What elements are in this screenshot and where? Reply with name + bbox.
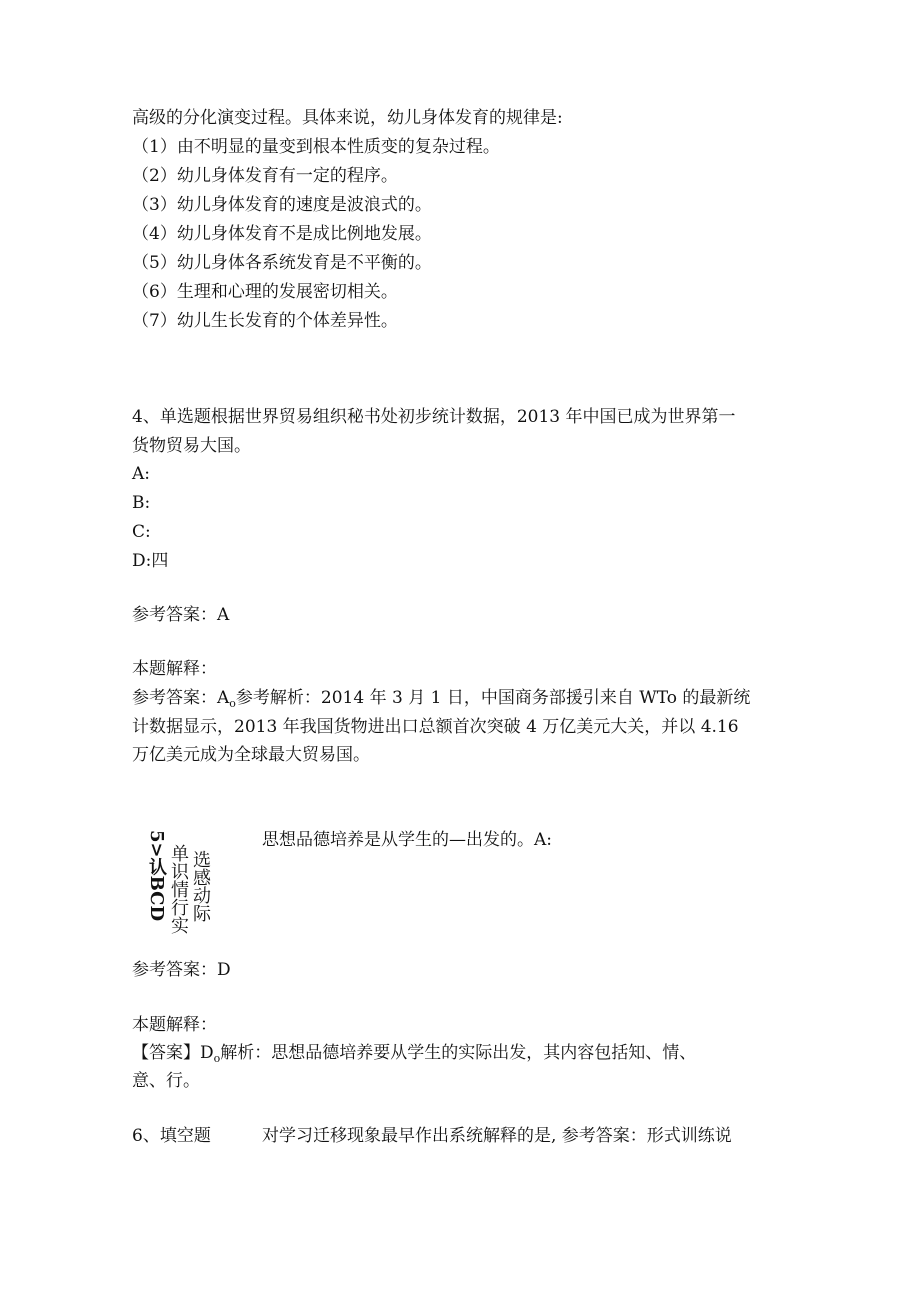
q5-answer: 参考答案：D	[132, 960, 231, 980]
q6-text: 对学习迁移现象最早作出系统解释的是, 参考答案：形式训练说	[262, 1126, 732, 1146]
rule-3: （3）幼儿身体发育的速度是波浪式的。	[132, 195, 432, 215]
q4-stem-line1: 4、单选题根据世界贸易组织秘书处初步统计数据，2013 年中国已成为世界第一	[132, 407, 736, 427]
q4-stem-line2: 货物贸易大国。	[132, 436, 251, 456]
q4-explain-line2: 计数据显示，2013 年我国货物进出口总额首次突破 4 万亿美元大关，并以 4.16	[132, 717, 739, 737]
rule-5: （5）幼儿身体各系统发育是不平衡的。	[132, 253, 432, 273]
q4-option-c: C:	[132, 522, 151, 542]
q5-stem: 思想品德培养是从学生的—出发的。A:	[262, 830, 553, 850]
q5-vertical-col2: 单识情行实	[168, 844, 189, 934]
q4-option-d: D:四	[132, 551, 169, 571]
q4-explain-subscript: o	[229, 697, 236, 710]
rule-7: （7）幼儿生长发育的个体差异性。	[132, 311, 398, 331]
q4-option-a: A:	[132, 464, 151, 484]
q4-option-b: B:	[132, 493, 151, 513]
q5-vertical-col1: 5>认BCD	[146, 830, 167, 922]
q4-explain-answer: 参考答案：A	[132, 688, 230, 708]
q4-explain-line1	[132, 686, 750, 716]
q5-explain-subscript: o	[213, 1052, 221, 1065]
rule-1: （1）由不明显的量变到根本性质变的复杂过程。	[132, 137, 500, 157]
q4-explain-label: 本题解释：	[132, 659, 217, 679]
intro-line: 高级的分化演变过程。具体来说，幼儿身体发育的规律是:	[132, 108, 563, 128]
q5-vertical-col3: 选感动际	[190, 850, 211, 922]
q4-explain-text: 参考解析：2014 年 3 月 1 日，中国商务部援引来自 WTo 的最新统	[235, 688, 751, 708]
q6-label: 6、填空题	[132, 1126, 211, 1146]
q4-answer: 参考答案：A	[132, 605, 230, 625]
q5-explain-line1	[132, 1041, 696, 1071]
q5-explain-line2: 意、行。	[132, 1071, 200, 1091]
q5-explain-label: 本题解释：	[132, 1015, 217, 1035]
rule-6: （6）生理和心理的发展密切相关。	[132, 282, 398, 302]
q5-explain-text: 解析：思想品德培养要从学生的实际出发，其内容包括知、情、	[220, 1043, 697, 1063]
rule-4: （4）幼儿身体发育不是成比例地发展。	[132, 224, 432, 244]
rule-2: （2）幼儿身体发育有一定的程序。	[132, 166, 398, 186]
q5-explain-answer: 【答案】D	[132, 1043, 214, 1063]
q4-explain-line3: 万亿美元成为全球最大贸易国。	[132, 745, 370, 765]
